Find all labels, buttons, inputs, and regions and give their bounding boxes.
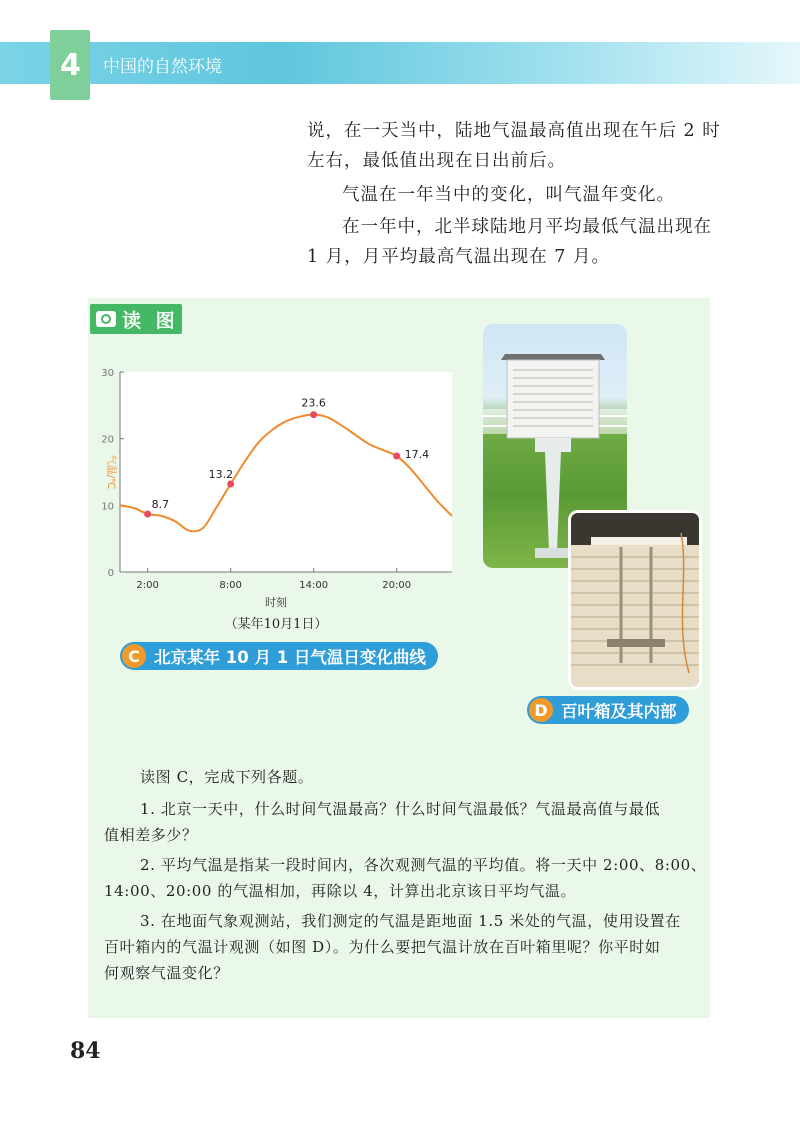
paragraph-3-line-1: 在一年中，北半球陆地月平均最低气温出现在 <box>342 217 712 237</box>
paragraph-1-line-2: 左右，最低值出现在日出前后。 <box>307 151 566 171</box>
data-point <box>227 481 234 488</box>
figure-c-caption <box>120 642 438 670</box>
y-axis-label: 气温/℃ <box>105 454 116 490</box>
x-tick-label: 20:00 <box>382 580 412 591</box>
plot-area <box>120 372 452 572</box>
read-figure-label: 读 图 <box>122 309 179 332</box>
questions-intro: 读图 C，完成下列各题。 <box>140 768 314 786</box>
data-point <box>144 511 151 518</box>
y-tick-label: 0 <box>107 568 114 579</box>
data-point <box>310 411 317 418</box>
temperature-chart-svg <box>100 362 460 632</box>
y-tick-label: 20 <box>101 434 114 446</box>
question-1-line-1: 1. 北京一天中，什么时间气温最高？什么时间气温最低？气温最高值与最低 <box>140 800 661 818</box>
temperature-chart <box>100 362 460 632</box>
x-axis-note: （某年10月1日） <box>224 617 328 632</box>
data-label: 8.7 <box>151 498 170 511</box>
x-tick-label: 8:00 <box>219 580 242 591</box>
x-tick-label: 14:00 <box>299 580 329 591</box>
data-label: 17.4 <box>404 448 430 461</box>
question-3-line-2: 百叶箱内的气温计观测（如图 D）。为什么要把气温计放在百叶箱里呢？你平时如 <box>104 938 661 956</box>
figure-c-letter: C <box>122 644 146 668</box>
question-3-line-1: 3. 在地面气象观测站，我们测定的气温是距地面 1.5 米处的气温，使用设置在 <box>140 912 681 930</box>
paragraph-2: 气温在一年当中的变化，叫气温年变化。 <box>342 185 675 205</box>
chapter-number: 4 <box>60 48 81 83</box>
question-2-line-2: 14:00、20:00 的气温相加，再除以 4，计算出北京该日平均气温。 <box>104 882 577 900</box>
figure-d-letter: D <box>529 698 553 722</box>
question-2-line-1: 2. 平均气温是指某一段时间内，各次观测气温的平均值。将一天中 2:00、8:00、 <box>140 856 707 874</box>
eye-icon <box>96 311 116 327</box>
question-3-line-3: 何观察气温变化？ <box>104 964 229 982</box>
y-tick-label: 30 <box>101 368 114 379</box>
data-label: 23.6 <box>301 396 326 410</box>
chapter-title: 中国的自然环境 <box>103 57 222 77</box>
read-figure-badge <box>90 304 182 334</box>
stevenson-screen-interior-illustration <box>571 513 699 687</box>
page-number: 84 <box>70 1038 101 1064</box>
paragraph-3-line-2: 1 月，月平均最高气温出现在 7 月。 <box>307 247 610 267</box>
question-1-line-2: 值相差多少？ <box>104 826 198 844</box>
data-label: 13.2 <box>208 468 234 481</box>
figure-d-caption-text: 百叶箱及其内部 <box>561 702 677 721</box>
paragraph-1-line-1: 说，在一天当中，陆地气温最高值出现在午后 2 时 <box>307 121 721 141</box>
figure-c-caption-text: 北京某年 10 月 1 日气温日变化曲线 <box>154 648 426 667</box>
stevenson-screen-interior-photo <box>568 510 702 690</box>
x-tick-label: 2:00 <box>136 580 159 591</box>
data-point <box>393 453 400 460</box>
y-tick-label: 10 <box>101 501 114 513</box>
x-axis-label: 时刻 <box>265 596 287 609</box>
figure-d-caption <box>527 696 689 724</box>
